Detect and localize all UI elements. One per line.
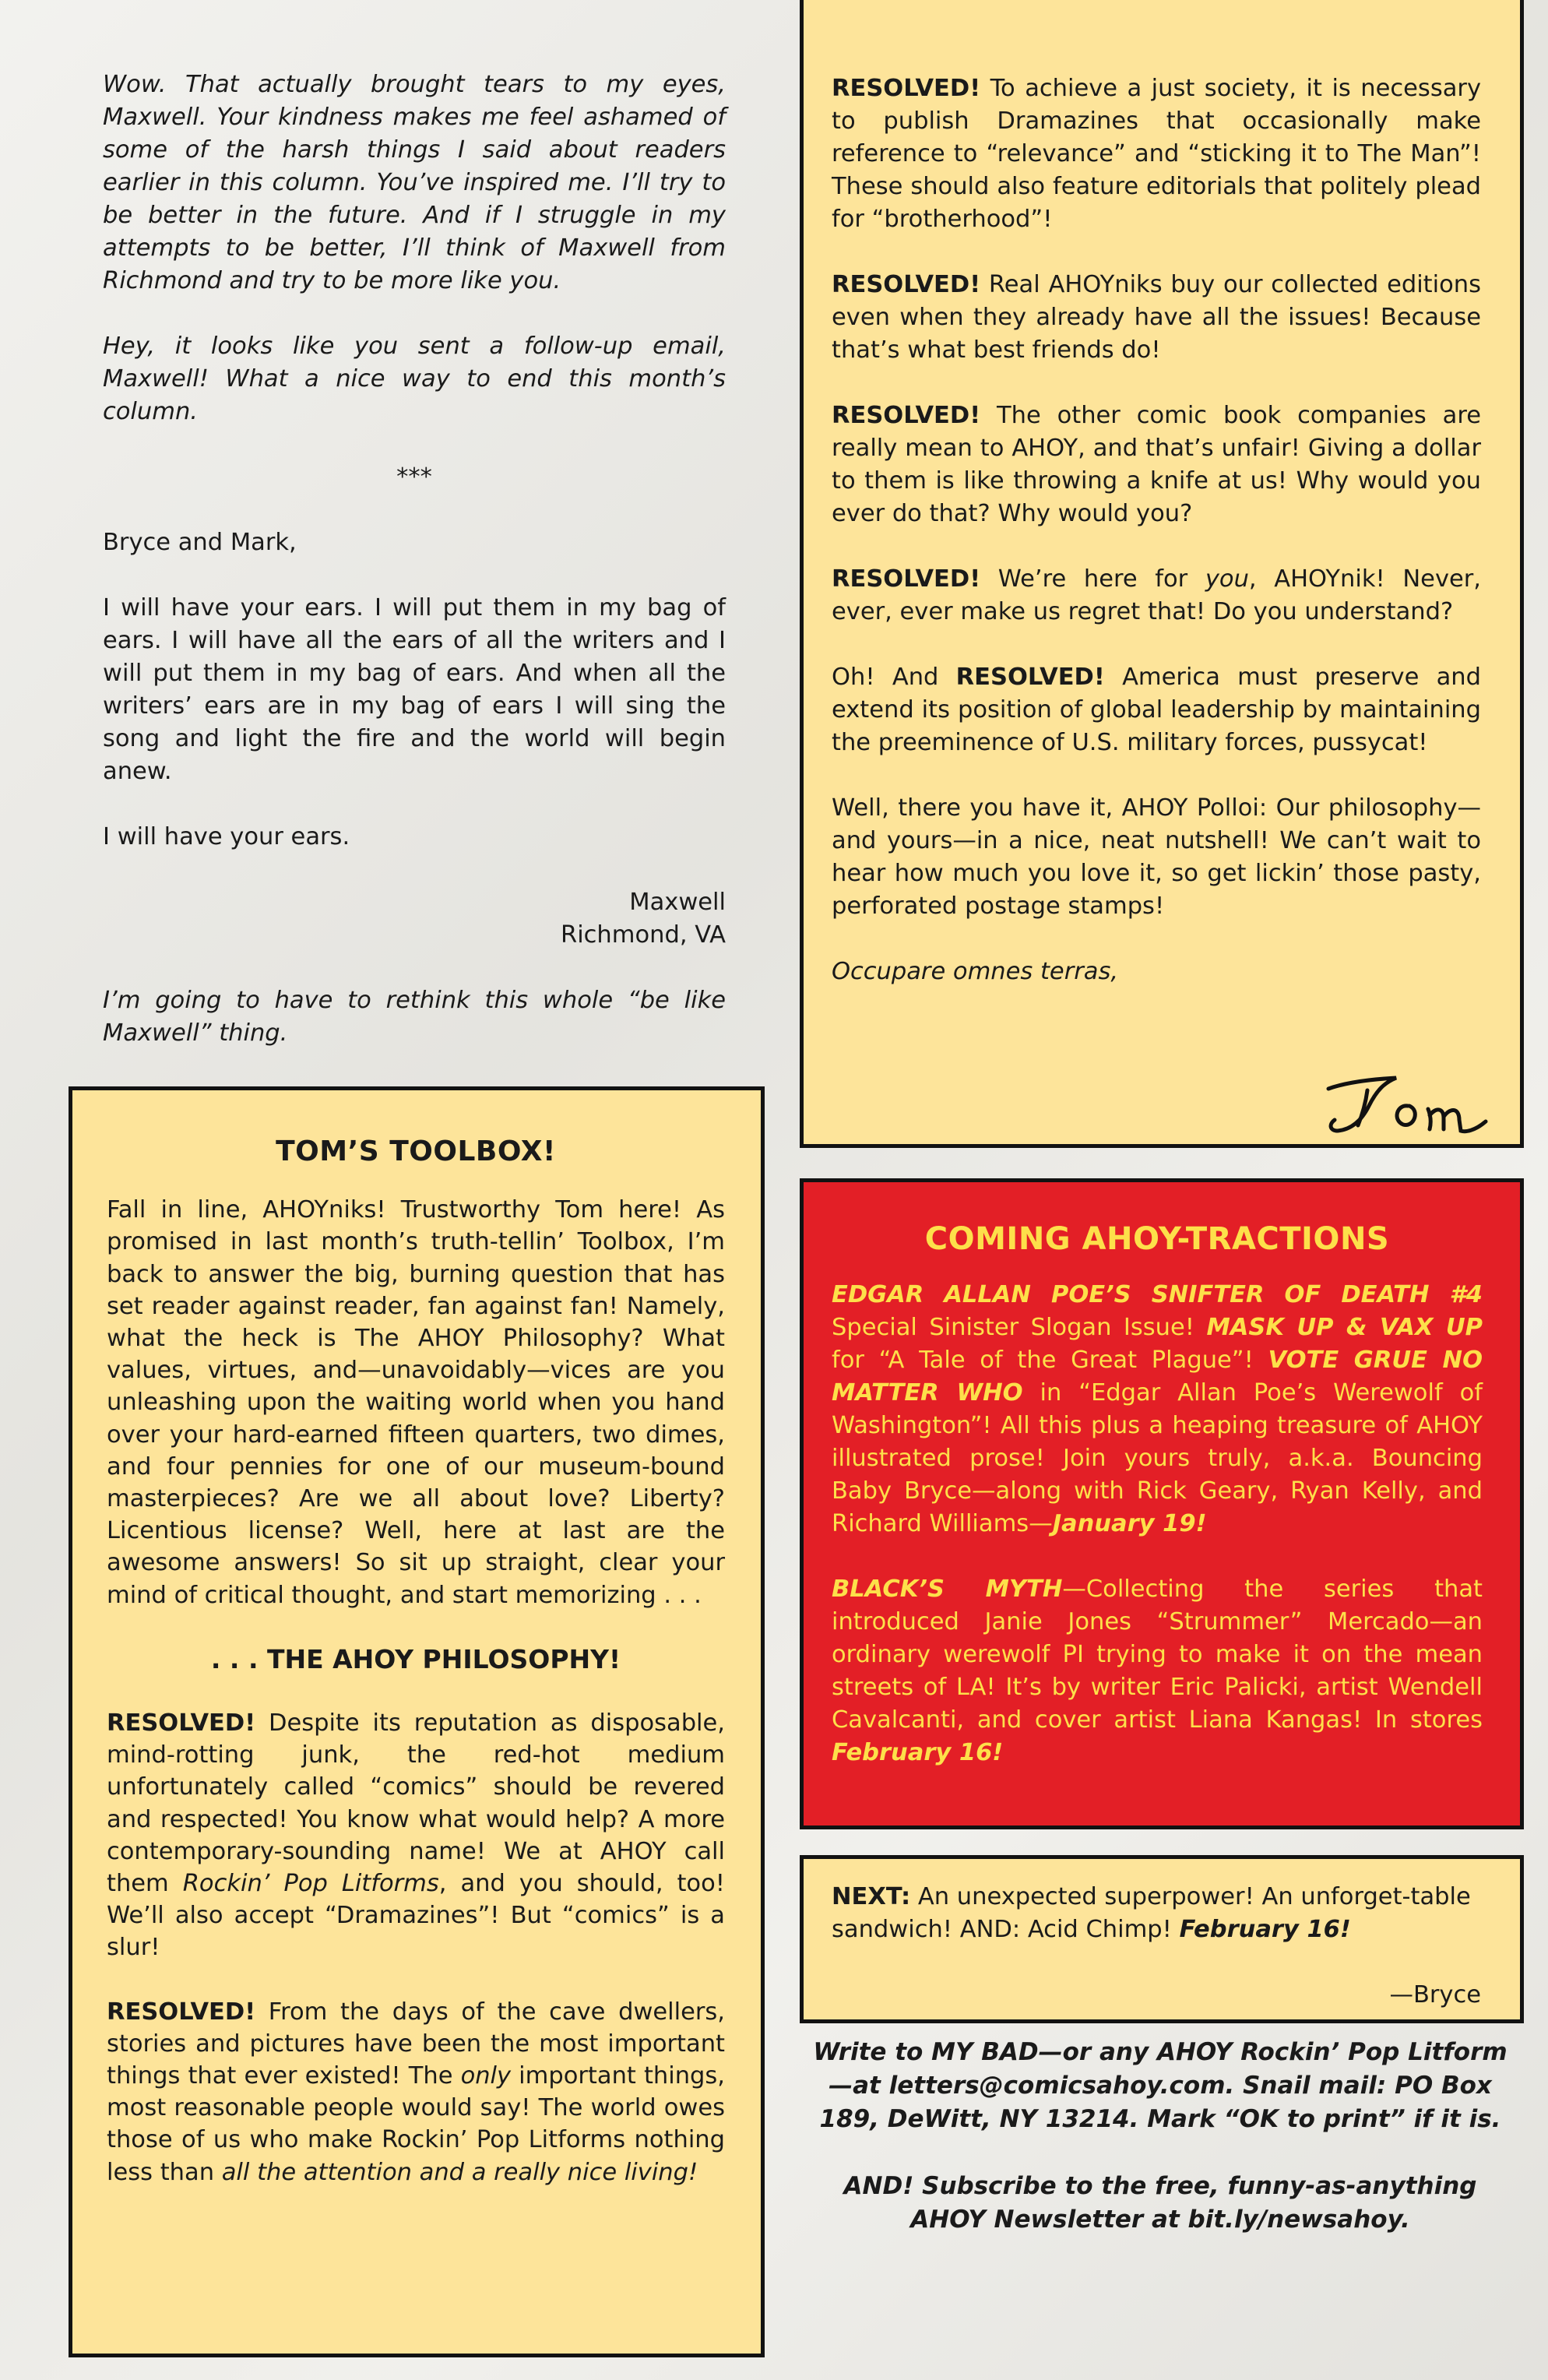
- coming-item-2-text: —Collecting the series that introduced Janie Jones “Strummer” Mercado—an ordinary werewolf PI trying to make it on the mean streets of LA! It’s by writer Eric Palicki, artist Wendell Cavalcanti, and cover artist Liana Kangas! In stores: [832, 1576, 1483, 1734]
- letter-body-2: I will have your ears.: [103, 823, 350, 850]
- resolved-2-emphasis-1: only: [460, 2062, 512, 2090]
- resolved-label: RESOLVED!: [107, 1998, 256, 2026]
- coming-attractions-box: [800, 1178, 1524, 1829]
- next-label: NEXT:: [832, 1883, 911, 1910]
- resolved-item-7: [832, 661, 1481, 759]
- resolved-2-emphasis-2: all the attention and a really nice living!: [221, 2158, 698, 2186]
- coming-item-1-text-c: in “Edgar Allan Poe’s Werewolf of Washington”! All this plus a heaping treasure of AHOY illustrated prose! Join yours truly, a.k.a. Bouncing Baby Bryce—along with Rick Geary, Ryan Kelly, and Richard Williams—: [832, 1379, 1483, 1537]
- write-to-info: [810, 2036, 1511, 2237]
- next-issue-text: [832, 1881, 1481, 1946]
- editor-reply-2: Hey, it looks like you sent a follow-up email, Maxwell! What a nice way to end this month’s column.: [103, 333, 726, 425]
- resolved-item-4: [832, 269, 1481, 367]
- resolved-6-emphasis: you: [1205, 565, 1249, 593]
- resolved-1-text-a: Despite its reputation as disposable, mind-rotting junk, the red-hot medium unfortunately called “comics” should be revered and respected! You know what would help? A more contemporary-sounding name! We at AHOY call them: [107, 1709, 725, 1898]
- toolbox-title: TOM’S TOOLBOX!: [276, 1135, 556, 1167]
- letter-sign-name: Maxwell: [629, 889, 726, 916]
- next-issue-box: [800, 1855, 1524, 2023]
- coming-item-1-text-b: for “A Tale of the Great Plague”!: [832, 1347, 1268, 1374]
- resolved-label: RESOLVED!: [832, 271, 981, 298]
- resolved-6-text-a: We’re here for: [980, 565, 1205, 593]
- resolved-7-pre: Oh! And: [832, 664, 956, 691]
- resolved-item-5: [832, 400, 1481, 530]
- letter-sign-place: Richmond, VA: [561, 921, 726, 949]
- resolved-label: RESOLVED!: [955, 664, 1105, 691]
- subscribe-text: AND! Subscribe to the free, funny-as-anything AHOY Newsletter at bit.ly/newsahoy.: [843, 2172, 1477, 2234]
- resolved-label: RESOLVED!: [832, 75, 981, 102]
- resolved-2-text-b: important things, most reasonable people would say! The world owes those of us who make Rockin’ Pop Litforms nothing less than: [107, 2062, 725, 2186]
- letter-salutation: Bryce and Mark,: [103, 529, 297, 556]
- coming-item-1-slogan-2: VOTE GRUE NO MATTER WHO: [832, 1347, 1483, 1407]
- coming-item-1-title: EDGAR ALLAN POE’S SNIFTER OF DEATH #4: [832, 1281, 1483, 1308]
- resolved-1-emphasis: Rockin’ Pop Litforms: [182, 1870, 439, 1898]
- resolved-7-text: America must preserve and extend its position of global leadership by maintaining the preeminence of U.S. military forces, pussycat!: [832, 664, 1481, 756]
- coming-item-2-title: BLACK’S MYTH: [832, 1576, 1063, 1603]
- next-sign: —Bryce: [1389, 1981, 1481, 2009]
- coming-item-1-date: January 19!: [1052, 1510, 1207, 1537]
- resolved-continued-box: [800, 0, 1524, 1148]
- toms-toolbox-box: [69, 1086, 765, 2357]
- resolved-label: RESOLVED!: [832, 402, 981, 429]
- coming-item-1: [832, 1279, 1483, 1540]
- write-to-text: Write to MY BAD—or any AHOY Rockin’ Pop Litform—at letters@comicsahoy.com. Snail mail: PO Box 189, DeWitt, NY 13214. Mark “OK to print” if it is.: [813, 2038, 1508, 2133]
- philosophy-heading: . . . THE AHOY PHILOSOPHY!: [210, 1643, 621, 1674]
- resolved-4-text: Real AHOYniks buy our collected editions even when they already have all the issues! Because that’s what best friends do!: [832, 271, 1481, 364]
- next-date: February 16!: [1179, 1916, 1351, 1943]
- resolved-2-text-a: From the days of the cave dwellers, stories and pictures have been the most important things that ever existed! The: [107, 1998, 725, 2090]
- resolved-label: RESOLVED!: [107, 1709, 256, 1737]
- resolved-5-text: The other comic book companies are really mean to AHOY, and that’s unfair! Giving a dollar to them is like throwing a knife at us! Why would you ever do that? Why would you?: [832, 402, 1481, 527]
- section-separator: ***: [396, 463, 432, 491]
- resolved-6-text-b: , AHOYnik! Never, ever, ever make us regret that! Do you understand?: [832, 565, 1481, 625]
- editor-reply-1: Wow. That actually brought tears to my eyes, Maxwell. Your kindness makes me feel ashamed of some of the harsh things I said about readers earlier in this column. You’ve inspired me. I’ll try to be better in the future. And if I struggle in my attempts to be better, I’ll think of Maxwell from Richmond and try to be more like you.: [103, 71, 726, 294]
- resolved-1-text-b: , and you should, too! We’ll also accept “Dramazines”! But “comics” is a slur!: [107, 1870, 725, 1962]
- resolved-item-2: [107, 1996, 725, 2188]
- tom-signature: [1322, 1059, 1493, 1145]
- valediction: Occupare omnes terras,: [832, 958, 1119, 985]
- resolved-item-6: [832, 563, 1481, 628]
- resolved-label: RESOLVED!: [832, 565, 981, 593]
- coming-item-1-slogan-1: MASK UP & VAX UP: [1206, 1314, 1483, 1341]
- letters-column: [103, 69, 726, 1050]
- coming-item-1-text-a: Special Sinister Slogan Issue!: [832, 1314, 1207, 1341]
- resolved-item-1: [107, 1707, 725, 1964]
- toolbox-intro: Fall in line, AHOYniks! Trustworthy Tom here! As promised in last month’s truth-tellin’ Toolbox, I’m back to answer the big, burning question that has set reader against reader, fan against fan! Namely, what the heck is The AHOY Philosophy? What values, virtues, and—unavoidably—vices are you unleashing upon the waiting world when you hand over your hard-earned fifteen quarters, two dimes, and four pennies for one of our museum-bound masterpieces? Are we all about love? Liberty? Licentious license? Well, here at last are the awesome answers! So sit up straight, clear your mind of critical thought, and start memorizing . . .: [107, 1196, 725, 1609]
- resolved-3-text: To achieve a just society, it is necessary to publish Dramazines that occasionally make reference to “relevance” and “sticking it to The Man”! These should also feature editorials that politely plead for “brotherhood”!: [832, 75, 1481, 233]
- resolved-item-3: [832, 72, 1481, 236]
- coming-item-2: [832, 1573, 1483, 1769]
- closing-paragraph: Well, there you have it, AHOY Polloi: Our philosophy—and yours—in a nice, neat nutshell! We can’t wait to hear how much you love it, so get lickin’ those pasty, perforated postage stamps!: [832, 794, 1481, 920]
- letter-body-1: I will have your ears. I will put them in my bag of ears. I will have all the ears of all the writers and I will put them in my bag of ears. And when all the writers’ ears are in my bag of ears I will sing the song and light the fire and the world will begin anew.: [103, 594, 726, 785]
- editor-reply-3: I’m going to have to rethink this whole “be like Maxwell” thing.: [103, 987, 726, 1047]
- next-text: An unexpected superpower! An unforget-table sandwich! AND: Acid Chimp!: [832, 1883, 1471, 1943]
- coming-item-2-date: February 16!: [832, 1739, 1004, 1766]
- coming-title: COMING AHOY-TRACTIONS: [924, 1221, 1390, 1257]
